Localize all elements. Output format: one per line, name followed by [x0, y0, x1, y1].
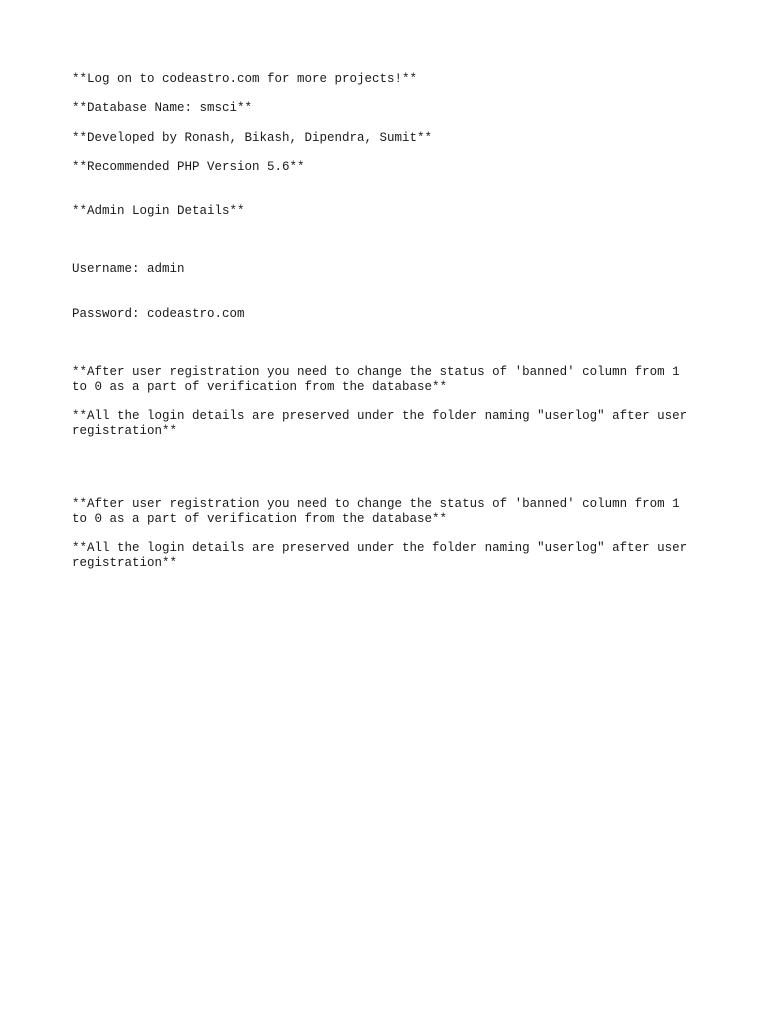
userlog-note-repeat: **All the login details are preserved under the folder naming "userlog" after user registration** — [72, 541, 695, 570]
codeastro-promo-line: **Log on to codeastro.com for more projects!** — [72, 72, 418, 86]
spacer — [72, 189, 698, 204]
banned-status-note: **After user registration you need to change the status of 'banned' column from 1 to 0 as a part of verification from the database** — [72, 365, 688, 394]
database-name-line: **Database Name: smsci** — [72, 101, 253, 116]
username-line: Username: admin — [72, 262, 185, 277]
userlog-note: **All the login details are preserved under the folder naming "userlog" after user registration** — [72, 409, 695, 438]
php-version-line: **Recommended PHP Version 5.6** — [72, 159, 305, 174]
admin-credentials — [72, 233, 698, 351]
document-page — [72, 72, 698, 585]
admin-login-heading: **Admin Login Details** — [72, 203, 245, 218]
password-line: Password: codeastro.com — [72, 306, 245, 321]
spacer — [72, 453, 698, 497]
developers-line: **Developed by Ronash, Bikash, Dipendra, Sumit** — [72, 130, 433, 145]
banned-status-note-repeat: **After user registration you need to change the status of 'banned' column from 1 to 0 as a part of verification from the database** — [72, 497, 688, 526]
